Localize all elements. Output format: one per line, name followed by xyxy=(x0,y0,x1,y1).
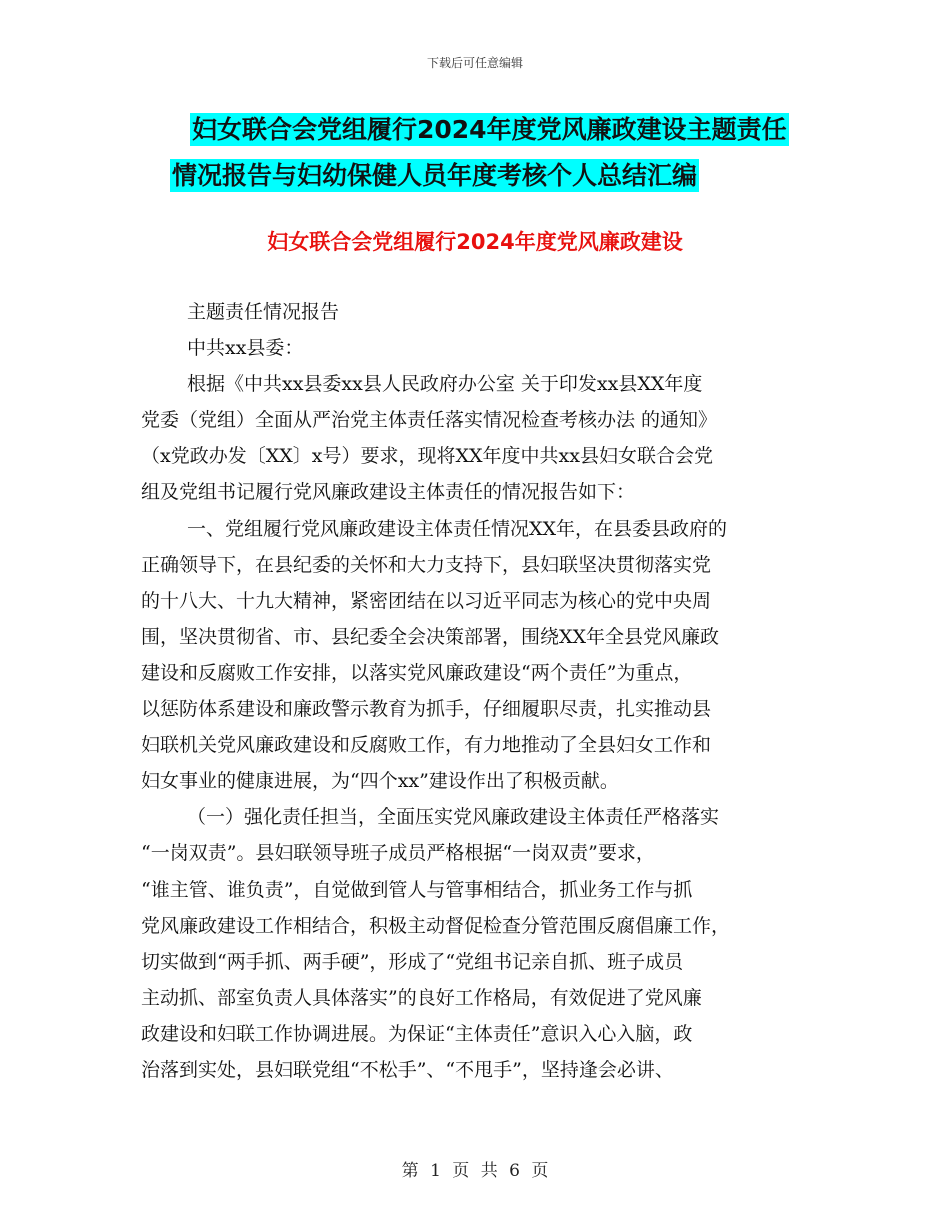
title-highlight: 情况报告与妇幼保健人员年度考核个人总结汇编 xyxy=(172,161,698,190)
body-text xyxy=(141,294,811,1088)
body-line: 妇女事业的健康进展，为“四个xx”建设作出了积极贡献。 xyxy=(141,770,619,793)
body-line: “一岗双责”。县妇联领导班子成员严格根据“一岗双责”要求， xyxy=(141,842,655,865)
body-line: 的十八大、十九大精神，紧密团结在以习近平同志为核心的党中央周 xyxy=(141,589,712,612)
page-footer: 第 1 页 共 6 页 xyxy=(401,1161,549,1181)
body-line: 治落到实处，县妇联党组“不松手”、“不甩手”，坚持逢会必讲、 xyxy=(141,1058,674,1081)
body-line: 一、党组履行党风廉政建设主体责任情况XX年，在县委县政府的 xyxy=(187,517,728,540)
body-line: （一）强化责任担当，全面压实党风廉政建设主体责任严格落实 xyxy=(187,806,720,829)
document-title-line-1 xyxy=(0,110,950,146)
body-line: 围，坚决贯彻省、市、县纪委全会决策部署，围绕XX年全县党风廉政 xyxy=(141,625,720,648)
body-line: 主题责任情况报告 xyxy=(187,301,340,323)
body-line: 主动抓、部室负责人具体落实”的良好工作格局，有效促进了党风廉 xyxy=(141,986,702,1009)
body-line: 切实做到“两手抓、两手硬”，形成了“党组书记亲自抓、班子成员 xyxy=(141,950,684,973)
body-line: 党委（党组）全面从严治党主体责任落实情况检查考核办法 的通知》 xyxy=(141,409,718,432)
body-line: 组及党组书记履行党风廉政建设主体责任的情况报告如下： xyxy=(141,481,636,504)
header-note: 下载后可任意编辑 xyxy=(426,56,523,70)
body-line: 根据《中共xx县委xx县人民政府办公室 关于印发xx县XX年度 xyxy=(187,373,703,396)
body-line: （x党政办发〔XX〕x号）要求，现将XX年度中共xx县妇女联合会党 xyxy=(141,445,713,468)
body-line: 中共xx县委： xyxy=(187,337,304,360)
section-title: 妇女联合会党组履行2024年度党风廉政建设 xyxy=(267,230,683,254)
body-line: 建设和反腐败工作安排，以落实党风廉政建设“两个责任”为重点， xyxy=(141,661,693,684)
body-line: 妇联机关党风廉政建设和反腐败工作，有力地推动了全县妇女工作和 xyxy=(141,734,712,757)
body-line: 党风廉政建设工作相结合，积极主动督促检查分管范围反腐倡廉工作， xyxy=(141,914,731,937)
body-line: 以惩防体系建设和廉政警示教育为抓手，仔细履职尽责，扎实推动县 xyxy=(141,698,712,721)
title-highlight: 妇女联合会党组履行2024年度党风廉政建设主题责任 xyxy=(192,115,787,144)
body-line: 正确领导下，在县纪委的关怀和大力支持下，县妇联坚决贯彻落实党 xyxy=(141,553,712,576)
body-line: 政建设和妇联工作协调进展。为保证“主体责任”意识入心入脑，政 xyxy=(141,1022,693,1045)
document-title-line-2 xyxy=(0,156,950,192)
body-line: “谁主管、谁负责”，自觉做到管人与管事相结合，抓业务工作与抓 xyxy=(141,878,693,901)
